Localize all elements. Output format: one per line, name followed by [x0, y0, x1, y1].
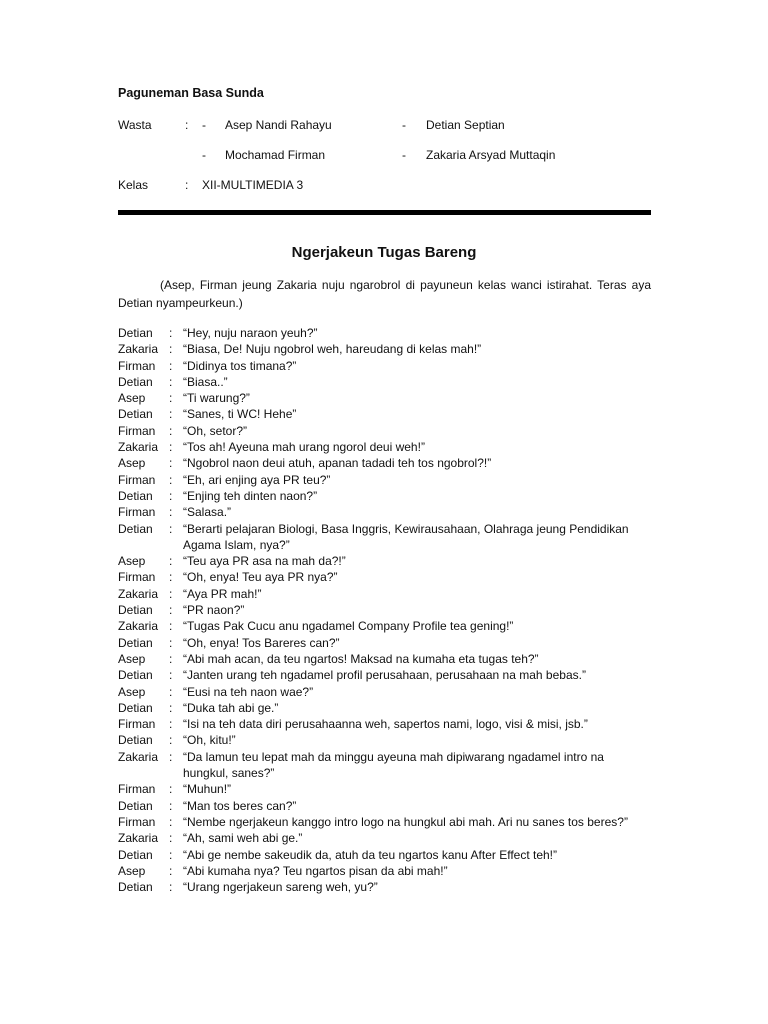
dialogue-line — [118, 716, 651, 732]
dialogue-text: “Didinya tos timana?” — [183, 358, 297, 373]
speaker-name: Firman — [118, 782, 156, 797]
speaker-name: Detian — [118, 407, 153, 422]
dialogue-line — [118, 781, 651, 797]
dialogue-text: “Teu aya PR asa na mah da?!” — [183, 554, 346, 569]
speaker-colon: : — [169, 700, 173, 715]
dialogue-line — [118, 684, 651, 700]
kelas-label: Kelas — [118, 178, 149, 192]
dialogue-line — [118, 700, 651, 716]
dialogue-line — [118, 341, 651, 357]
dialogue-text: “Eusi na teh naon wae?” — [183, 684, 314, 699]
dialogue-text: “Urang ngerjakeun sareng weh, yu?” — [183, 880, 378, 895]
dialogue-line — [118, 406, 651, 422]
dialogue-line — [118, 455, 651, 471]
speaker-name: Firman — [118, 814, 156, 829]
dialogue-text: “Aya PR mah!” — [183, 586, 262, 601]
dialogue-line — [118, 847, 651, 863]
dialogue-line — [118, 358, 651, 374]
dialogue-text: “Salasa.” — [183, 505, 232, 520]
dialogue-text: “Ngobrol naon deui atuh, apanan tadadi teh tos ngobrol?!” — [183, 456, 492, 471]
speaker-colon: : — [169, 619, 173, 634]
speaker-colon: : — [169, 603, 173, 618]
dialogue-text: “Isi na teh data diri perusahaanna weh, sapertos nami, logo, visi & misi, jsb.” — [183, 717, 588, 732]
member-bullet: - — [402, 118, 406, 132]
speaker-colon: : — [169, 342, 173, 357]
speaker-name: Detian — [118, 488, 153, 503]
speaker-colon: : — [169, 440, 173, 455]
dialogue-line — [118, 879, 651, 895]
speaker-colon: : — [169, 863, 173, 878]
dialogue-text: “Abi ge nembe sakeudik da, atuh da teu ngartos kanu After Effect teh!” — [183, 847, 558, 862]
dialogue-line — [118, 439, 651, 455]
dialogue-text: “Man tos beres can?” — [183, 798, 297, 813]
dialogue-line — [118, 863, 651, 879]
dialogue-text: “Abi mah acan, da teu ngartos! Maksad na kumaha eta tugas teh?” — [183, 651, 539, 666]
speaker-colon: : — [169, 391, 173, 406]
dialogue-line — [118, 651, 651, 667]
speaker-colon: : — [169, 635, 173, 650]
dialogue-line — [118, 602, 651, 618]
speaker-colon: : — [169, 570, 173, 585]
speaker-colon: : — [169, 423, 173, 438]
speaker-name: Asep — [118, 651, 146, 666]
dialogue-text: “PR naon?” — [183, 603, 245, 618]
member-name: Detian Septian — [426, 118, 505, 132]
speaker-colon: : — [169, 847, 173, 862]
speaker-colon: : — [169, 880, 173, 895]
dialogue-list — [118, 325, 651, 895]
dialogue-text: “Ah, sami weh abi ge.” — [183, 831, 303, 846]
speaker-colon: : — [169, 374, 173, 389]
speaker-name: Firman — [118, 717, 156, 732]
speaker-name: Detian — [118, 603, 153, 618]
document-title: Paguneman Basa Sunda — [118, 86, 264, 100]
speaker-name: Asep — [118, 554, 146, 569]
speaker-colon: : — [169, 472, 173, 487]
intro-paragraph: (Asep, Firman jeung Zakaria nuju ngarobrol di payuneun kelas wanci istirahat. Teras aya Detian nyampeurkeun.) — [118, 278, 651, 310]
speaker-colon: : — [169, 651, 173, 666]
dialogue-text: “Tos ah! Ayeuna mah urang ngorol deui weh!” — [183, 440, 425, 455]
speaker-name: Zakaria — [118, 831, 159, 846]
speaker-colon: : — [169, 717, 173, 732]
member-bullet: - — [402, 148, 406, 162]
speaker-name: Detian — [118, 668, 153, 683]
speaker-name: Asep — [118, 863, 146, 878]
dialogue-text: “Enjing teh dinten naon?” — [183, 488, 318, 503]
speaker-colon: : — [169, 505, 173, 520]
speaker-colon: : — [169, 733, 173, 748]
speaker-name: Firman — [118, 423, 156, 438]
dialogue-line — [118, 374, 651, 390]
member-name: Zakaria Arsyad Muttaqin — [426, 148, 556, 162]
dialogue-line — [118, 325, 651, 341]
speaker-name: Detian — [118, 733, 153, 748]
speaker-name: Asep — [118, 391, 146, 406]
dialogue-text: “Da lamun teu lepat mah da minggu ayeuna mah dipiwarang ngadamel intro na hungkul, sanes?” — [183, 749, 604, 781]
speaker-colon: : — [169, 456, 173, 471]
speaker-name: Firman — [118, 358, 156, 373]
dialogue-text: “Ti warung?” — [183, 391, 250, 406]
dialogue-line — [118, 814, 651, 830]
speaker-colon: : — [169, 554, 173, 569]
dialogue-line — [118, 830, 651, 846]
speaker-colon: : — [169, 782, 173, 797]
dialogue-text: “Oh, enya! Tos Bareres can?” — [183, 635, 340, 650]
speaker-name: Detian — [118, 880, 153, 895]
speaker-name: Firman — [118, 505, 156, 520]
speaker-name: Zakaria — [118, 342, 159, 357]
kelas-value: XII-MULTIMEDIA 3 — [202, 178, 304, 192]
speaker-name: Firman — [118, 472, 156, 487]
speaker-colon: : — [169, 586, 173, 601]
speaker-name: Detian — [118, 847, 153, 862]
dialogue-text: “Biasa..” — [183, 374, 228, 389]
speaker-colon: : — [169, 814, 173, 829]
speaker-colon: : — [169, 798, 173, 813]
speaker-colon: : — [169, 358, 173, 373]
speaker-colon: : — [169, 326, 173, 340]
speaker-colon: : — [169, 684, 173, 699]
dialogue-line — [118, 732, 651, 748]
dialogue-line — [118, 618, 651, 634]
speaker-name: Detian — [118, 374, 153, 389]
dialogue-line — [118, 553, 651, 569]
dialogue-line — [118, 667, 651, 683]
speaker-name: Detian — [118, 700, 153, 715]
member-name: Mochamad Firman — [225, 148, 326, 162]
speaker-colon: : — [169, 407, 173, 422]
member-bullet: - — [202, 148, 206, 162]
wasta-label: Wasta — [118, 118, 152, 132]
speaker-name: Detian — [118, 635, 153, 650]
speaker-name: Zakaria — [118, 749, 159, 764]
dialogue-text: “Abi kumaha nya? Teu ngartos pisan da abi mah!” — [183, 863, 448, 878]
dialogue-line — [118, 798, 651, 814]
dialogue-text: “Biasa, De! Nuju ngobrol weh, hareudang di kelas mah!” — [183, 342, 482, 357]
divider-rule — [118, 210, 651, 215]
speaker-name: Firman — [118, 570, 156, 585]
dialogue-line — [118, 423, 651, 439]
dialogue-text: “Oh, enya! Teu aya PR nya?” — [183, 570, 338, 585]
speaker-name: Zakaria — [118, 586, 159, 601]
dialogue-text: “Muhun!” — [183, 782, 232, 797]
member-bullet: - — [202, 118, 206, 132]
speaker-name: Detian — [118, 521, 153, 536]
speaker-name: Detian — [118, 798, 153, 813]
dialogue-text: “Hey, nuju naraon yeuh?” — [183, 326, 318, 340]
dialogue-text: “Sanes, ti WC! Hehe” — [183, 407, 297, 422]
dialogue-line — [118, 635, 651, 651]
dialogue-line — [118, 390, 651, 406]
dialogue-text: “Janten urang teh ngadamel profil perusahaan, perusahaan na mah bebas.” — [183, 668, 586, 683]
speaker-colon: : — [169, 831, 173, 846]
wasta-colon: : — [185, 118, 189, 132]
dialogue-text: “Berarti pelajaran Biologi, Basa Inggris, Kewirausahaan, Olahraga jeung Pendidikan Agama Islam, nya?” — [183, 521, 629, 552]
dialogue-line — [118, 586, 651, 602]
speaker-name: Detian — [118, 326, 153, 340]
dialogue-text: “Oh, setor?” — [183, 423, 248, 438]
dialogue-text: “Duka tah abi ge.” — [183, 700, 279, 715]
speaker-name: Zakaria — [118, 440, 159, 455]
dialogue-text: “Nembe ngerjakeun kanggo intro logo na hungkul abi mah. Ari nu sanes tos beres?” — [183, 814, 628, 829]
dialogue-line — [118, 749, 651, 782]
member-name: Asep Nandi Rahayu — [225, 118, 332, 132]
dialogue-text: “Eh, ari enjing aya PR teu?” — [183, 472, 331, 487]
speaker-name: Zakaria — [118, 619, 159, 634]
kelas-colon: : — [185, 178, 189, 192]
dialogue-line — [118, 488, 651, 504]
dialogue-line — [118, 521, 651, 554]
speaker-colon: : — [169, 668, 173, 683]
dialogue-line — [118, 569, 651, 585]
dialogue-line — [118, 504, 651, 520]
speaker-colon: : — [169, 749, 173, 764]
dialogue-text: “Tugas Pak Cucu anu ngadamel Company Profile tea gening!” — [183, 619, 514, 634]
dialogue-line — [118, 472, 651, 488]
speaker-name: Asep — [118, 456, 146, 471]
speaker-name: Asep — [118, 684, 146, 699]
speaker-colon: : — [169, 521, 173, 536]
speaker-colon: : — [169, 488, 173, 503]
dialogue-text: “Oh, kitu!” — [183, 733, 236, 748]
dialogue-heading: Ngerjakeun Tugas Bareng — [291, 244, 477, 261]
